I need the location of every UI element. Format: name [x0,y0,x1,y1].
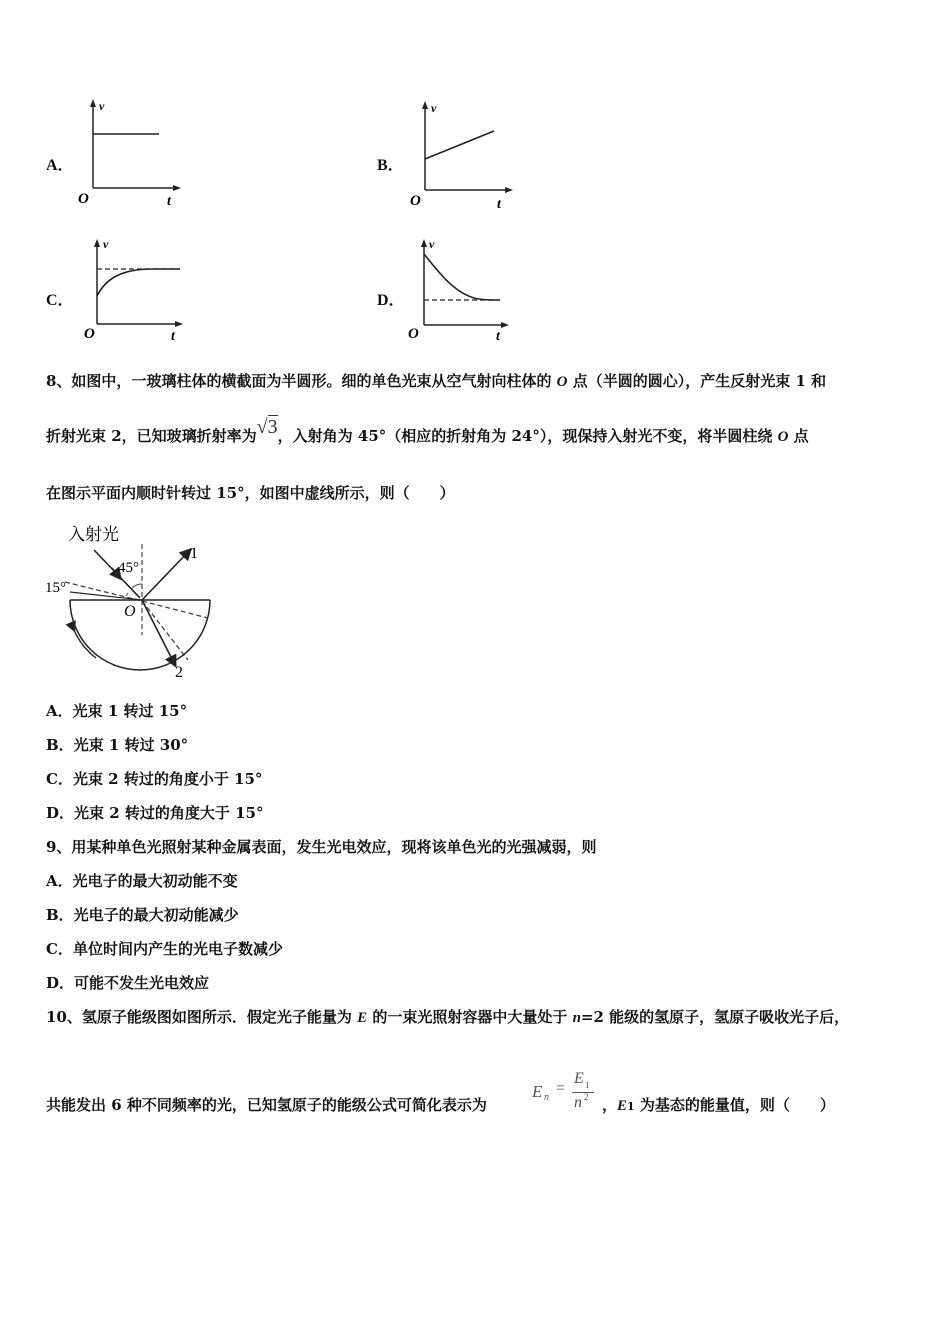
q8-line3: 在图示平面内顺时针转过 15°，如图中虚线所示，则（ ） [46,484,455,502]
beam-1-label: 1 [190,545,198,562]
q8-option-d: D．光束 2 转过的角度大于 15° [46,804,264,822]
graph-a [72,96,192,212]
q8-option-b: B．光束 1 转过 30° [46,736,189,754]
graph-d-v: v [429,237,435,251]
q9-stem: 9、用某种单色光照射某种金属表面，发生光电效应，现将该单色光的光强减弱，则 [46,838,597,856]
graph-c-t: t [171,329,175,344]
graph-a-v: v [99,99,105,113]
q8-line1: 8、如图中，一玻璃柱体的横截面为半圆形。细的单色光束从空气射向柱体的 O 点（半圆的圆心），产生反射光束 1 和 [46,372,827,390]
q9-option-a: A．光电子的最大初动能不变 [46,872,238,890]
graph-a-o: O [78,191,89,207]
graph-b-v: v [431,101,437,115]
q8-option-a: A．光束 1 转过 15° [46,702,188,720]
energy-formula: E n = E 1 n 2 [532,1076,598,1116]
graph-b-o: O [410,193,421,209]
option-a-label: A． [46,157,74,174]
beam-2-label: 2 [175,664,183,681]
graph-b [404,96,524,212]
q9-option-b: B．光电子的最大初动能减少 [46,906,239,924]
angle-15-label: 15° [45,580,66,596]
q10-line1: 10、氢原子能级图如图所示．假定光子能量为 E 的一束光照射容器中大量处于 n=2 能级的氢原子，氢原子吸收光子后， [46,1008,850,1026]
q9-option-c: C．单位时间内产生的光电子数减少 [46,940,283,958]
graph-c-o: O [84,326,95,342]
option-c-label: C． [46,292,74,309]
q10-line2-end: ，E1 为基态的能量值，则（ ） [602,1096,835,1114]
graph-b-t: t [497,197,501,212]
q10-line2-start: 共能发出 6 种不同频率的光，已知氢原子的能级公式可简化表示为 [46,1096,487,1114]
q8-figure [40,520,240,685]
graph-c [76,234,196,344]
q8-line2: 折射光束 2，已知玻璃折射率为√3，入射角为 45°（相应的折射角为 24°），现保持入射光不变，将半圆柱绕 O 点 [46,416,809,445]
incident-label: 入射光 [68,525,119,544]
q8-option-c: C．光束 2 转过的角度小于 15° [46,770,263,788]
q9-option-d: D．可能不发生光电效应 [46,974,210,992]
graph-d-t: t [496,329,500,344]
graph-a-t: t [167,194,171,209]
graph-d [404,234,524,344]
angle-45-label: 45° [118,560,139,576]
graph-c-v: v [103,237,109,251]
option-b-label: B． [377,157,404,174]
option-d-label: D． [377,292,405,309]
center-o-label: O [124,603,136,620]
graph-d-o: O [408,326,419,342]
sqrt-symbol: √3 [256,416,278,438]
